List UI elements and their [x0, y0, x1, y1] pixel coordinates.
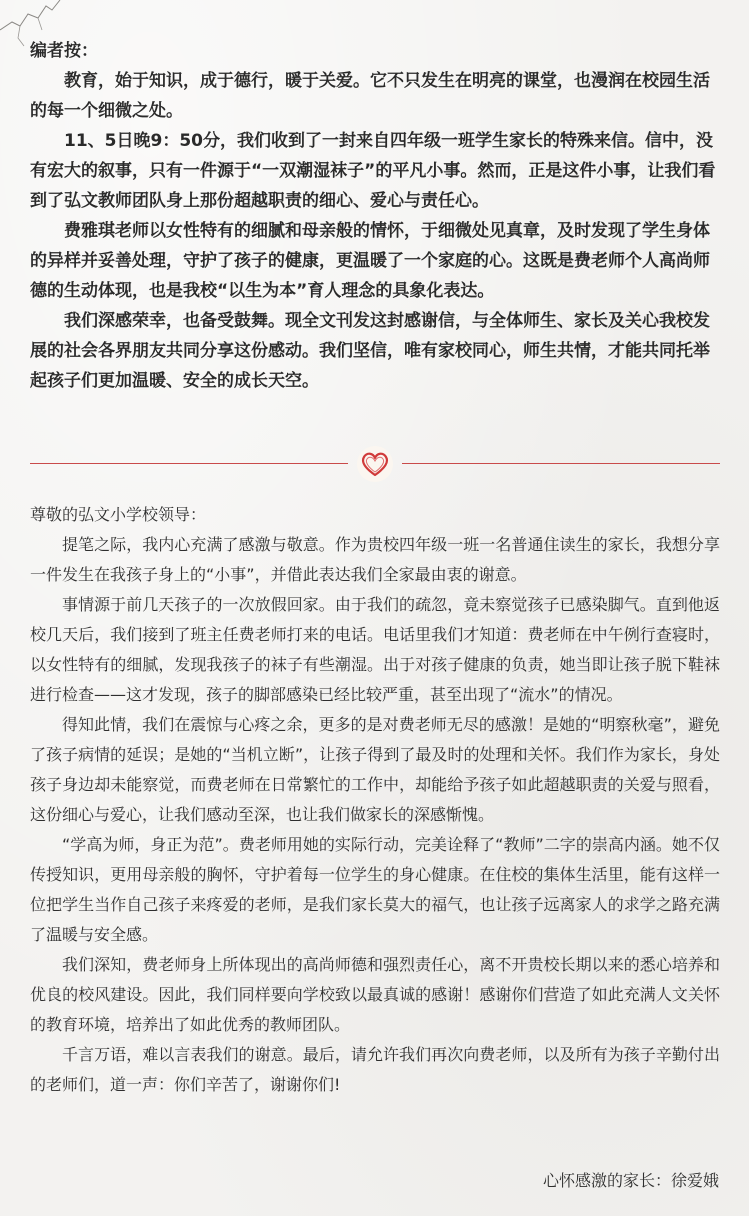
letter-paragraph: 千言万语，难以言表我们的谢意。最后，请允许我们再次向费老师，以及所有为孩子辛勤付出的老师们，道一声：你们辛苦了，谢谢你们!	[30, 1045, 720, 1094]
editor-note-label: 编者按：	[30, 41, 98, 61]
editor-note-paragraph: 我们深感荣幸，也备受鼓舞。现全文刊发这封感谢信，与全体师生、家长及关心我校发展的社会各界朋友共同分享这份感动。我们坚信，唯有家校同心，师生共情，才能共同托举起孩子们更加温暖、安全的成长天空。	[30, 311, 710, 391]
letter-signature: 心怀感激的家长：徐爱娥	[542, 1171, 719, 1190]
letter-paragraph: 我们深知，费老师身上所体现出的高尚师德和强烈责任心，离不开贵校长期以来的悉心培养和优良的校风建设。因此，我们同样要向学校致以最真诚的感谢！感谢你们营造了如此充满人文关怀的教育环境，培养出了如此优秀的教师团队。	[30, 955, 720, 1034]
section-divider	[30, 444, 720, 484]
letter-paragraph: 事情源于前几天孩子的一次放假回家。由于我们的疏忽，竟未察觉孩子已感染脚气。直到他返校几天后，我们接到了班主任费老师打来的电话。电话里我们才知道：费老师在中午例行查寝时，以女性特有的细腻，发现我孩子的袜子有些潮湿。出于对孩子健康的负责，她当即让孩子脱下鞋袜进行检查——这才发现，孩子的脚部感染已经比较严重，甚至出现了“流水”的情况。	[30, 595, 720, 704]
letter-paragraph: 提笔之际，我内心充满了感激与敬意。作为贵校四年级一班一名普通住读生的家长，我想分享一件发生在我孩子身上的“小事”，并借此表达我们全家最由衷的谢意。	[30, 535, 720, 584]
editor-note	[30, 36, 720, 396]
letter-paragraph: 得知此情，我们在震惊与心疼之余，更多的是对费老师无尽的感激！是她的“明察秋毫”，避免了孩子病情的延误；是她的“当机立断”，让孩子得到了最及时的处理和关怀。我们作为家长，身处孩子身边却未能察觉，而费老师在日常繁忙的工作中，却能给予孩子如此超越职责的关爱与照看，这份细心与爱心，让我们感动至深，也让我们做家长的深感惭愧。	[30, 715, 720, 824]
editor-note-paragraph: 11、5日晚9：50分，我们收到了一封来自四年级一班学生家长的特殊来信。信中，没有宏大的叙事，只有一件源于“一双潮湿袜子”的平凡小事。然而，正是这件小事，让我们看到了弘文教师团队身上那份超越职责的细心、爱心与责任心。	[30, 131, 716, 211]
heart-icon	[355, 444, 395, 484]
letter-salutation: 尊敬的弘文小学校领导：	[30, 505, 207, 524]
thank-you-letter	[30, 500, 720, 1100]
divider-line-right	[402, 463, 720, 464]
divider-line-left	[30, 463, 348, 464]
editor-note-paragraph: 费雅琪老师以女性特有的细腻和母亲般的情怀，于细微处见真章，及时发现了学生身体的异样并妥善处理，守护了孩子的健康，更温暖了一个家庭的心。这既是费老师个人高尚师德的生动体现，也是我校“以生为本”育人理念的具象化表达。	[30, 221, 710, 301]
editor-note-paragraph: 教育，始于知识，成于德行，暖于关爱。它不只发生在明亮的课堂，也漫润在校园生活的每一个细微之处。	[30, 71, 710, 121]
letter-paragraph: “学高为师，身正为范”。费老师用她的实际行动，完美诠释了“教师”二字的崇高内涵。她不仅传授知识，更用母亲般的胸怀，守护着每一位学生的身心健康。在住校的集体生活里，能有这样一位把学生当作自己孩子来疼爱的老师，是我们家长莫大的福气，也让孩子远离家人的求学之路充满了温暖与安全感。	[30, 835, 720, 944]
